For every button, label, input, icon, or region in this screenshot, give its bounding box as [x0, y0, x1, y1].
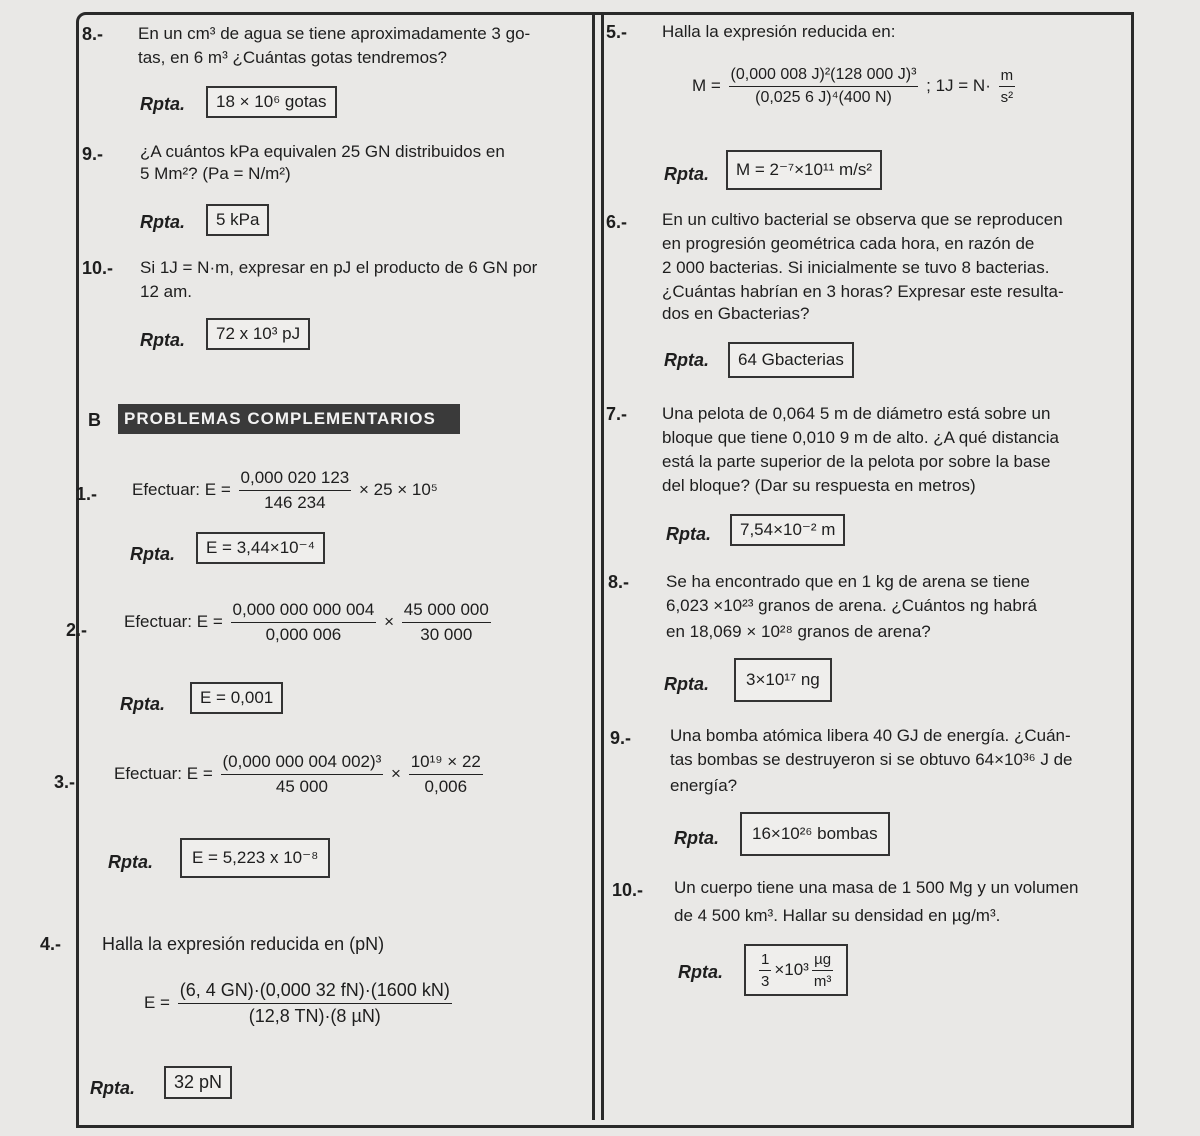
problem-number: 10.- [612, 880, 644, 900]
equation [144, 980, 455, 1027]
answer-label: Rpta. [90, 1078, 135, 1098]
answer-box: 72 x 10³ pJ [206, 318, 310, 350]
numerator: (6, 4 GN)·(0,000 32 fN)·(1600 kN) [178, 980, 452, 1004]
answer-box: 7,54×10⁻² m [730, 514, 845, 546]
problem-text: de 4 500 km³. Hallar su densidad en µg/m³. [674, 906, 1001, 925]
problem-number: 8.- [608, 572, 630, 592]
denominator: 146 234 [264, 493, 326, 512]
denominator: m³ [813, 972, 832, 990]
problem-text: del bloque? (Dar su respuesta en metros) [662, 476, 976, 495]
eq-lhs: E = [144, 992, 170, 1012]
answer-box: 18 × 10⁶ gotas [206, 86, 337, 118]
answer-label: Rpta. [130, 544, 175, 564]
problem-text: Halla la expresión reducida en: [662, 22, 896, 41]
equation [692, 66, 1018, 107]
problem-number: 4.- [40, 934, 62, 954]
problem-text: está la parte superior de la pelota por sobre la base [662, 452, 1051, 471]
section-banner: PROBLEMAS COMPLEMENTARIOS [118, 404, 460, 434]
problem-text: Una pelota de 0,064 5 m de diámetro está sobre un [662, 404, 1051, 423]
equation [132, 468, 438, 513]
equation [124, 600, 494, 645]
problem-text: energía? [670, 776, 738, 795]
problem-text: Un cuerpo tiene una masa de 1 500 Mg y un volumen [674, 878, 1079, 897]
numerator: 0,000 000 000 004 [231, 600, 377, 623]
denominator: s² [1000, 89, 1014, 106]
answer-box [744, 944, 848, 996]
numerator: (0,000 000 004 002)³ [221, 752, 384, 775]
numerator: 0,000 020 123 [239, 468, 352, 491]
answer-box: E = 5,223 x 10⁻⁸ [180, 838, 330, 878]
problem-number: 9.- [82, 144, 104, 164]
problem-text: Una bomba atómica libera 40 GJ de energía. ¿Cuán- [670, 726, 1071, 745]
problem-text: en 18,069 × 10²⁸ granos de arena? [666, 622, 931, 641]
answer-label: Rpta. [664, 350, 709, 370]
denominator: 45 000 [275, 777, 328, 796]
answer-box: 5 kPa [206, 204, 269, 236]
problem-number: 6.- [606, 212, 628, 232]
times-sign: × [391, 763, 401, 783]
answer-box: 64 Gbacterias [728, 342, 854, 378]
problem-number: 2.- [66, 620, 88, 640]
equation [114, 752, 486, 797]
answer-label: Rpta. [108, 852, 153, 872]
answer-box: E = 3,44×10⁻⁴ [196, 532, 325, 564]
numerator: (0,000 008 J)²(128 000 J)³ [729, 66, 919, 87]
column-divider [592, 12, 604, 1120]
eq-lhs: M = [692, 75, 721, 95]
problem-text: 2 000 bacterias. Si inicialmente se tuvo 8 bacterias. [662, 258, 1050, 277]
eq-lhs: E = [204, 479, 231, 499]
denominator: (0,025 6 J)⁴(400 N) [755, 89, 892, 106]
eq-lhs: E = [186, 763, 213, 783]
problem-number: 3.- [54, 772, 76, 792]
problem-number: 10.- [82, 258, 114, 278]
problem-text: bloque que tiene 0,010 9 m de alto. ¿A qué distancia [662, 428, 1059, 447]
answer-label: Rpta. [666, 524, 711, 544]
problem-text: 5 Mm²? (Pa = N/m²) [140, 164, 291, 183]
denominator: 3 [761, 972, 770, 990]
eq-lhs: E = [196, 611, 223, 631]
numerator: m [999, 67, 1016, 87]
denominator: 30 000 [420, 625, 473, 644]
eq-tail: × 25 × 10⁵ [358, 479, 438, 499]
problem-text: Si 1J = N·m, expresar en pJ el producto de 6 GN por [140, 258, 538, 277]
problem-text: dos en Gbacterias? [662, 304, 810, 323]
numerator: 10¹⁹ × 22 [409, 752, 483, 775]
section-letter: B [88, 410, 101, 430]
times-sign: × [384, 611, 394, 631]
numerator: 1 [759, 951, 771, 971]
problem-number: 5.- [606, 22, 628, 42]
problem-text: tas bombas se destruyeron si se obtuvo 64×10³⁶ J de [670, 750, 1073, 769]
numerator: 45 000 000 [402, 600, 491, 623]
problem-text: 12 am. [140, 282, 192, 301]
problem-text: Halla la expresión reducida en (pN) [102, 934, 385, 954]
eq-label: Efectuar: [114, 763, 183, 783]
answer-box: 32 pN [164, 1066, 232, 1099]
eq-label: Efectuar: [124, 611, 193, 631]
problem-text: en progresión geométrica cada hora, en razón de [662, 234, 1035, 253]
answer-label: Rpta. [664, 674, 709, 694]
problem-number: 9.- [610, 728, 632, 748]
problem-text: En un cm³ de agua se tiene aproximadamente 3 go- [138, 24, 531, 43]
answer-label: Rpta. [140, 330, 185, 350]
problem-text: En un cultivo bacterial se observa que se reproducen [662, 210, 1063, 229]
answer-box: M = 2⁻⁷×10¹¹ m/s² [726, 150, 882, 190]
problem-text: tas, en 6 m³ ¿Cuántas gotas tendremos? [138, 48, 447, 67]
answer-box: E = 0,001 [190, 682, 283, 714]
denominator: 0,000 006 [265, 625, 342, 644]
denominator: (12,8 TN)·(8 µN) [248, 1006, 381, 1026]
answer-box: 3×10¹⁷ ng [734, 658, 832, 702]
eq-aside: ; 1J = N· [926, 75, 991, 95]
eq-label: Efectuar: [132, 479, 201, 499]
problem-number: 1.- [76, 484, 98, 504]
problem-number: 8.- [82, 24, 104, 44]
numerator: µg [812, 951, 833, 971]
answer-label: Rpta. [664, 164, 709, 184]
answer-label: Rpta. [140, 94, 185, 114]
answer-label: Rpta. [120, 694, 165, 714]
answer-label: Rpta. [678, 962, 723, 982]
problem-text: 6,023 ×10²³ granos de arena. ¿Cuántos ng habrá [666, 596, 1037, 615]
answer-label: Rpta. [140, 212, 185, 232]
problem-text: Se ha encontrado que en 1 kg de arena se tiene [666, 572, 1030, 591]
problem-text: ¿Cuántas habrían en 3 horas? Expresar este resulta- [662, 282, 1064, 301]
answer-value: ×10³ [774, 960, 809, 979]
denominator: 0,006 [424, 777, 468, 796]
problem-text: ¿A cuántos kPa equivalen 25 GN distribuidos en [140, 142, 505, 161]
answer-box: 16×10²⁶ bombas [740, 812, 890, 856]
answer-label: Rpta. [674, 828, 719, 848]
problem-number: 7.- [606, 404, 628, 424]
